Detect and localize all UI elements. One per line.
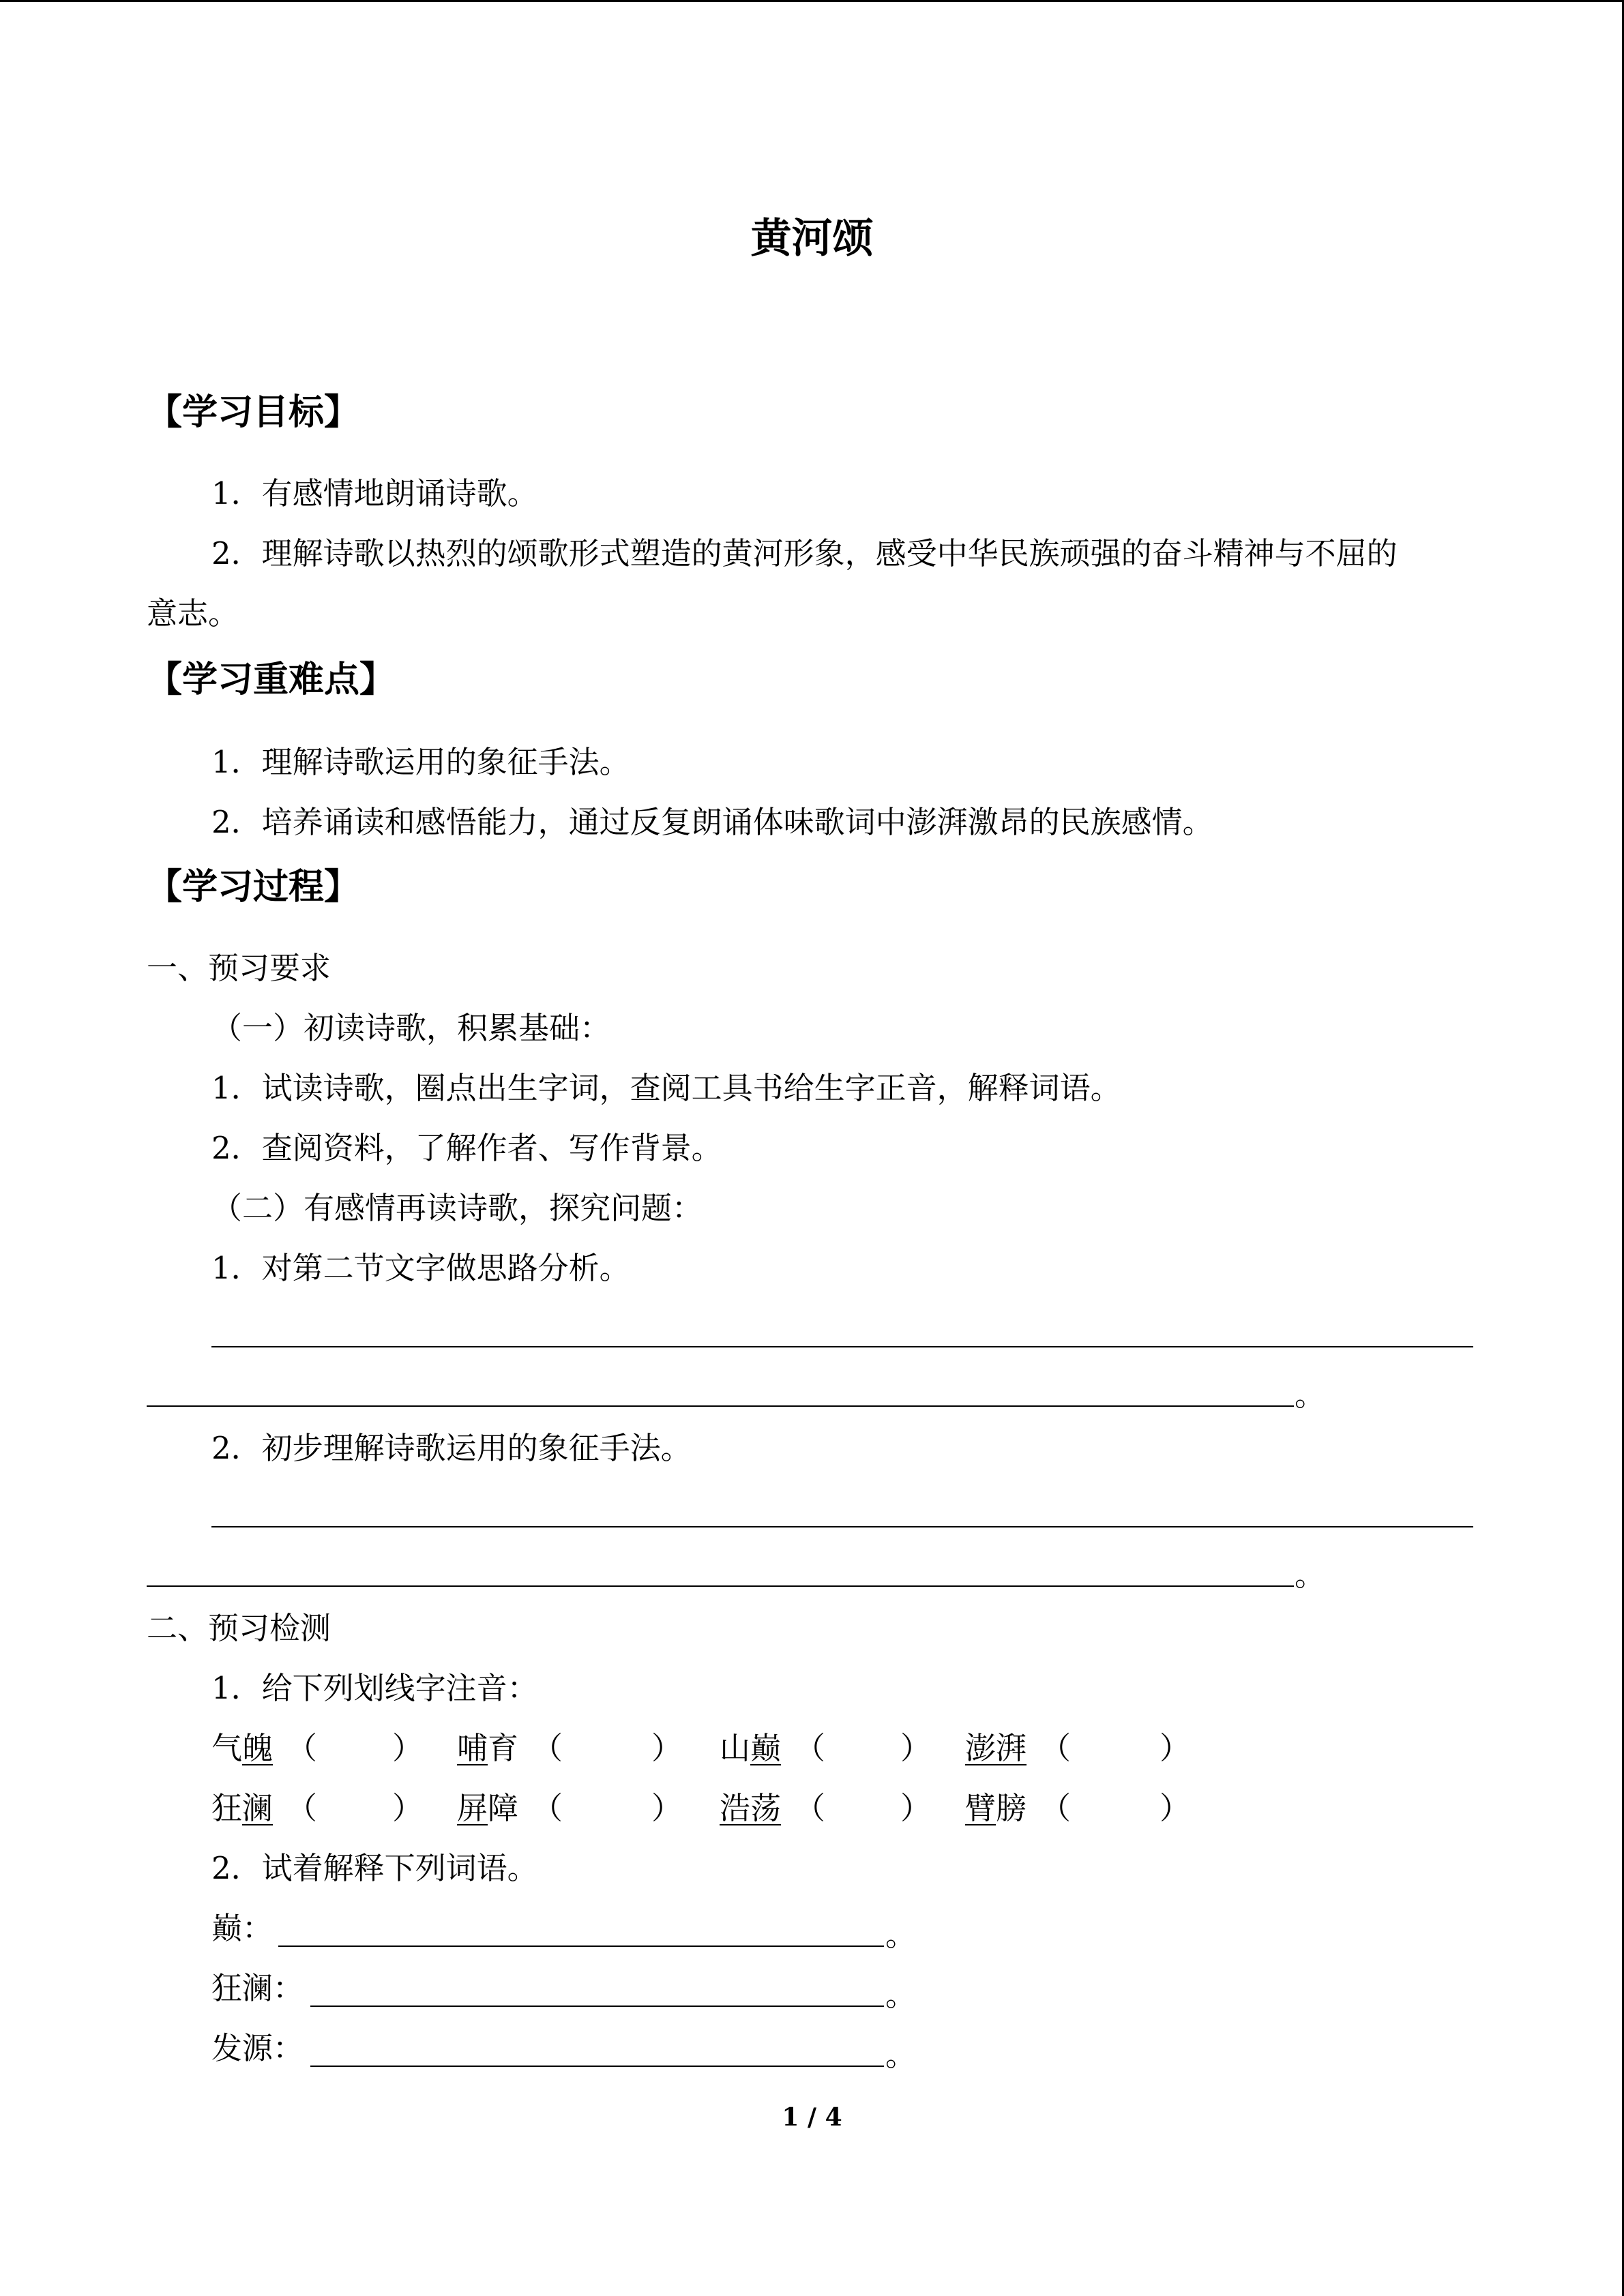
sub2-item-2: 2．初步理解诗歌运用的象征手法。	[211, 1430, 692, 1466]
objectives-heading: 【学习目标】	[147, 391, 360, 433]
answer-line[interactable]	[211, 1346, 1473, 1347]
definition-line-kuanglan[interactable]	[310, 2006, 884, 2007]
sub1-title: （一）初读诗歌，积累基础：	[211, 1010, 611, 1046]
answer-line[interactable]	[147, 1405, 1294, 1407]
pinyin-word-shandian: 山巅	[720, 1730, 782, 1766]
keypoint-item-2: 2．培养诵读和感悟能力，通过反复朗诵体味歌词中澎湃激昂的民族感情。	[211, 804, 1213, 840]
period: 。	[1295, 1377, 1326, 1413]
part2-title: 二、预习检测	[147, 1610, 331, 1646]
pinyin-word-buyu: 哺育	[457, 1730, 519, 1766]
definition-line-dian[interactable]	[278, 1945, 884, 1947]
objective-item-2-line2: 意志。	[147, 595, 239, 631]
pinyin-word-qipo: 气魄	[211, 1730, 274, 1766]
pinyin-word-bangbang: 臂膀	[965, 1790, 1027, 1826]
period: 。	[885, 2037, 917, 2073]
paren-close: ）	[651, 1790, 683, 1826]
answer-line[interactable]	[147, 1585, 1294, 1587]
paren-close: ）	[392, 1730, 424, 1766]
part1-title: 一、预习要求	[147, 950, 331, 986]
objective-item-2-line1: 2．理解诗歌以热烈的颂歌形式塑造的黄河形象，感受中华民族顽强的奋斗精神与不屈的	[211, 535, 1398, 571]
paren-open: （	[532, 1790, 563, 1826]
objective-item-1: 1．有感情地朗诵诗歌。	[211, 475, 538, 511]
check-item-2: 2．试着解释下列词语。	[211, 1850, 538, 1886]
paren-close: ）	[1160, 1730, 1191, 1766]
period: 。	[885, 1977, 917, 2013]
pinyin-word-pengpai: 澎湃	[965, 1730, 1027, 1766]
check-item-1: 1．给下列划线字注音：	[211, 1670, 538, 1706]
keypoint-item-1: 1．理解诗歌运用的象征手法。	[211, 744, 630, 780]
word-kuanglan-label: 狂澜：	[211, 1970, 304, 2006]
sub1-item-1: 1．试读诗歌，圈点出生字词，查阅工具书给生字正音，解释词语。	[211, 1070, 1121, 1106]
word-fayuan-label: 发源：	[211, 2030, 304, 2066]
page-title: 黄河颂	[750, 215, 874, 263]
paren-open: （	[795, 1730, 826, 1766]
page-border-top	[0, 0, 1624, 2]
keypoints-heading: 【学习重难点】	[147, 659, 396, 700]
paren-close: ）	[1160, 1790, 1191, 1826]
paren-open: （	[1040, 1730, 1072, 1766]
page-number: 1 / 4	[782, 2103, 842, 2132]
pinyin-word-pingzhang: 屏障	[457, 1790, 519, 1826]
paren-open: （	[286, 1790, 318, 1826]
paren-open: （	[532, 1730, 563, 1766]
sub2-title: （二）有感情再读诗歌，探究问题：	[211, 1190, 703, 1226]
definition-line-fayuan[interactable]	[310, 2066, 884, 2067]
sub1-item-2: 2．查阅资料，了解作者、写作背景。	[211, 1130, 722, 1166]
paren-open: （	[1040, 1790, 1072, 1826]
word-dian-label: 巅：	[211, 1910, 274, 1946]
paren-open: （	[795, 1790, 826, 1826]
answer-line[interactable]	[211, 1526, 1473, 1527]
process-heading: 【学习过程】	[147, 866, 360, 908]
paren-open: （	[286, 1730, 318, 1766]
pinyin-word-kuanglan: 狂澜	[211, 1790, 274, 1826]
sub2-item-1: 1．对第二节文字做思路分析。	[211, 1250, 630, 1286]
paren-close: ）	[900, 1730, 932, 1766]
period: 。	[885, 1917, 917, 1953]
period: 。	[1295, 1557, 1326, 1593]
paren-close: ）	[392, 1790, 424, 1826]
paren-close: ）	[651, 1730, 683, 1766]
pinyin-word-haodang: 浩荡	[720, 1790, 782, 1826]
paren-close: ）	[900, 1790, 932, 1826]
